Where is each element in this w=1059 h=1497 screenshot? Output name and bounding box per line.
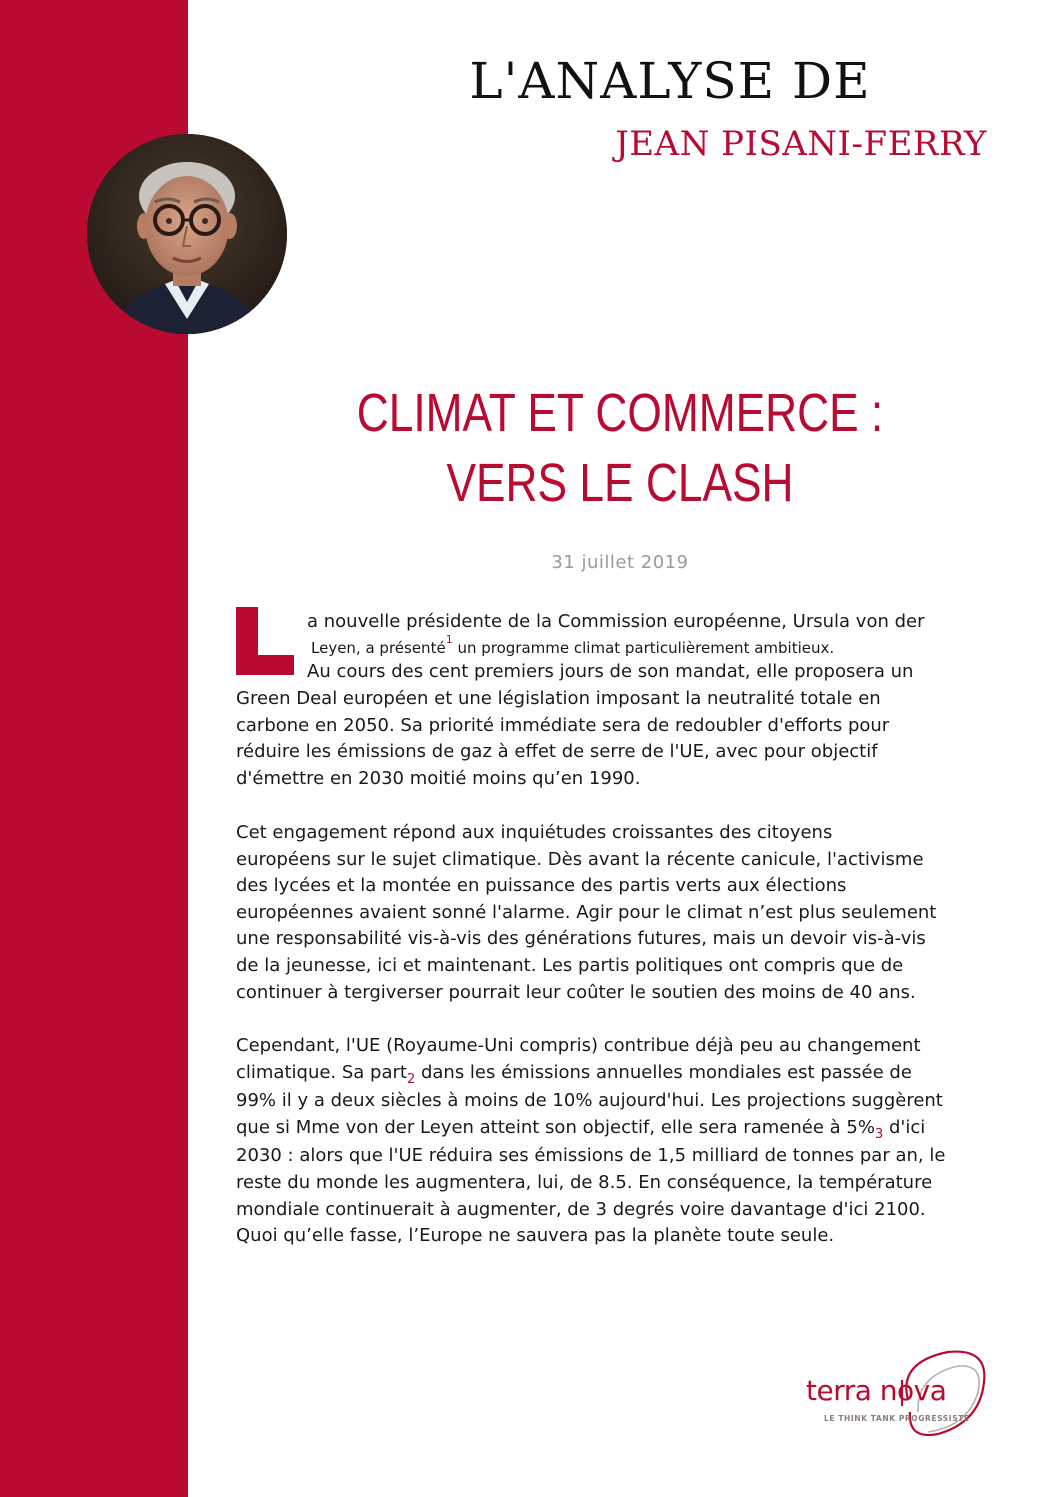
footnote-ref-1[interactable]: 1 [445,633,453,646]
paragraph-3-line-2-end: dans les émissions annuelles mondiales est passée de [415,1061,912,1083]
paragraph-3-line-4-start: que si Mme von der Leyen atteint son objectif, elle sera ramenée à 5% [236,1116,875,1138]
logo-tagline: LE THINK TANK PROGRESSISTE [824,1414,970,1423]
paragraph-3-line-2 [236,1060,996,1089]
paragraph-2-line: européennes avaient sonné l'alarme. Agir pour le climat n’est plus seulement [236,901,937,923]
paragraph-1-line-2-end: un programme climat particulièrement ambitieux. [452,639,835,657]
paragraph-1-line-7: d'émettre en 2030 moitié moins qu’en 1990. [236,767,641,789]
paragraph-1-line-2 [311,633,835,657]
footnote-ref-3[interactable]: 3 [874,1126,884,1142]
paragraph-2-line: de la jeunesse, ici et maintenant. Les partis politiques ont compris que de [236,954,904,976]
paragraph-1-line-1: a nouvelle présidente de la Commission européenne, Ursula von der [307,611,925,632]
paragraph-3-line-7: mondiale continuerait à augmenter, de 3 degrés voire davantage d'ici 2100. [236,1198,926,1220]
paragraph-1-line-5: carbone en 2050. Sa priorité immédiate sera de redoubler d'efforts pour [236,714,890,736]
title-line-2: VERS LE CLASH [446,453,794,513]
paragraph-2-line: des lycées et la montée en puissance des partis verts aux élections [236,875,847,897]
title-line-1: CLIMAT ET COMMERCE : [356,383,884,443]
paragraph-3-line-1: Cependant, l'UE (Royaume-Uni compris) contribue déjà peu au changement [236,1035,921,1056]
author-portrait [87,134,287,334]
header-label: L'ANALYSE DE [469,52,871,110]
author-name: JEAN PISANI-FERRY [615,124,987,164]
paragraph-2 [236,820,996,1006]
paragraph-3-line-5: 2030 : alors que l'UE réduira ses émissions de 1,5 milliard de tonnes par an, le [236,1145,946,1167]
paragraph-3-line-6: reste du monde les augmentera, lui, de 8.5. En conséquence, la température [236,1171,933,1193]
paragraph-3 [236,1033,996,1250]
logo-wordmark: terra nova [806,1374,947,1407]
article-title [325,378,915,518]
paragraph-3-line-8: Quoi qu’elle fasse, l’Europe ne sauvera pas la planète toute seule. [236,1225,835,1247]
paragraph-2-line: continuer à tergiverser pourrait leur coûter le soutien des moins de 40 ans. [236,981,916,1003]
paragraph-1-body [236,686,996,792]
paragraph-3-line-2-start: climatique. Sa part [236,1061,407,1083]
paragraph-3-line-3: 99% il y a deux siècles à moins de 10% aujourd'hui. Les projections suggèrent [236,1090,943,1112]
paragraph-3-line-4-end: d'ici [883,1116,926,1138]
paragraph-2-line: une responsabilité vis-à-vis des générations futures, mais un devoir vis-à-vis [236,928,926,950]
footnote-ref-2[interactable]: 2 [406,1071,416,1087]
paragraph-2-line: Cet engagement répond aux inquiétudes croissantes des citoyens [236,822,833,843]
paragraph-1-line-6: réduire les émissions de gaz à effet de serre de l'UE, avec pour objectif [236,741,878,763]
drop-cap [236,607,294,675]
paragraph-3-line-4 [236,1115,996,1144]
publication-date: 31 juillet 2019 [551,552,689,573]
paragraph-1-line-2-start: Leyen, a présenté [311,639,446,657]
paragraph-1-line-3: Au cours des cent premiers jours de son mandat, elle proposera un [307,661,914,682]
paragraph-2-line: européens sur le sujet climatique. Dès avant la récente canicule, l'activisme [236,848,924,870]
paragraph-1-line-4: Green Deal européen et une législation imposant la neutralité totale en [236,688,881,709]
